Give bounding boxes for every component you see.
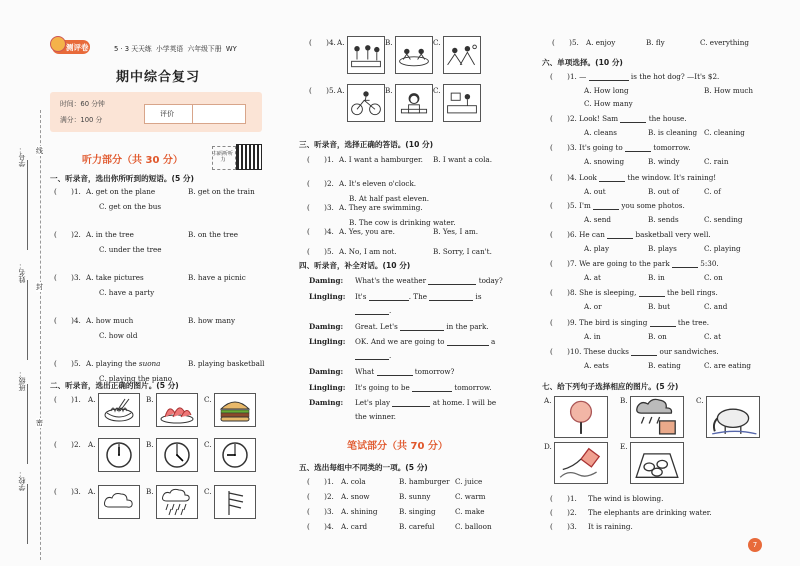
option-b: B. in — [648, 273, 665, 282]
section-6-title: 六、单项选择。(10 分) — [542, 58, 623, 67]
option-letter: A. — [88, 487, 96, 496]
question-number: ( )4. — [307, 522, 334, 531]
answer-blank — [355, 351, 389, 360]
question-number: ( )1. — [54, 395, 81, 404]
option-b: B. At half past eleven. — [349, 194, 430, 203]
option-letter: A. — [88, 440, 96, 449]
option-b: B. playing basketball — [188, 359, 265, 368]
grade-box-label: 评价 — [160, 110, 174, 118]
option-a: A. take pictures — [86, 273, 144, 282]
option-b: B. Sorry, I can't. — [433, 247, 492, 256]
section-4-title: 四、听录音，补全对话。(10 分) — [299, 261, 411, 270]
s2-row2-opt-a-image[interactable] — [98, 438, 140, 472]
s2-row1-opt-b-image[interactable] — [156, 393, 198, 427]
stem-text: ( )4. Look — [550, 173, 597, 182]
option-c: C. make — [455, 507, 485, 516]
question-number: ( )3. — [54, 273, 81, 282]
option-b: B. Yes, I am. — [433, 227, 478, 236]
option-b: B. sunny — [399, 492, 431, 501]
option-a: A. or — [584, 302, 602, 311]
question-number: ( )3. — [307, 507, 334, 516]
stem-text: 5:30. — [700, 259, 719, 268]
dialogue-line: . — [355, 351, 391, 360]
stem-text: ( )3. It's going to — [550, 143, 623, 152]
question-stem — [550, 259, 719, 268]
option-letter: C. — [204, 440, 212, 449]
speaker-label: Daming: — [309, 367, 344, 376]
dialogue-line — [355, 367, 454, 376]
dialogue-line — [355, 276, 503, 285]
dialogue-text: What — [355, 367, 375, 376]
option-a: A. snowing — [584, 157, 625, 166]
option-c: C. everything — [700, 38, 749, 47]
option-letter: B. — [146, 440, 154, 449]
option-a: A. out — [584, 187, 606, 196]
dialogue-text: a — [491, 337, 496, 346]
option-a: A. snow — [341, 492, 370, 501]
sentence-text: It is raining. — [588, 522, 633, 531]
italic-word: suona — [138, 359, 161, 368]
qr-caption: 扫码听听力 — [213, 151, 234, 163]
option-a: A. card — [341, 522, 368, 531]
option-b: B. The cow is drinking water. — [349, 218, 456, 227]
question-stem — [550, 347, 719, 356]
s2-row4-opt-a-image[interactable] — [347, 36, 385, 74]
option-b: B. singing — [399, 507, 436, 516]
option-b: B. is cleaning — [648, 128, 698, 137]
margin-dense-mark: 密 — [36, 419, 43, 427]
page-number: 7 — [748, 538, 762, 552]
section-5-title: 五、选出每组中不同类的一项。(5 分) — [299, 463, 428, 472]
question-number: ( )2. — [550, 508, 577, 517]
option-a: A. eats — [584, 361, 609, 370]
option-letter: C. — [696, 396, 704, 405]
question-number: ( )1. — [54, 187, 81, 196]
dialogue-text: . The — [408, 292, 427, 301]
speaker-label: Daming: — [309, 322, 344, 331]
answer-blank — [672, 259, 698, 268]
qr-code-icon — [236, 144, 262, 170]
option-a: A. send — [584, 215, 611, 224]
option-b: B. fly — [646, 38, 665, 47]
question-number: ( )4. — [307, 227, 334, 236]
dialogue-text: tomorrow. — [454, 383, 492, 392]
option-a: A. cola — [341, 477, 366, 486]
option-b: B. careful — [399, 522, 435, 531]
stem-text: ( )2. Look! Sam — [550, 114, 619, 123]
option-a: A. No, I am not. — [339, 247, 397, 256]
question-stem — [550, 173, 716, 182]
stem-text: the window. It's raining! — [627, 173, 717, 182]
stem-text: ( )6. He can — [550, 230, 605, 239]
question-stem — [550, 288, 718, 297]
s2-row4-opt-b-image[interactable] — [395, 36, 433, 74]
answer-blank — [377, 367, 413, 376]
option-c: C. rain — [704, 157, 729, 166]
stem-text: ( )1. — — [550, 72, 587, 81]
option-a: A. play — [584, 244, 610, 253]
dialogue-text: Let's play — [355, 398, 391, 407]
stem-text: ( )8. She is sleeping, — [550, 288, 637, 297]
writing-title: 笔试部分（共 70 分） — [347, 441, 448, 452]
time-label: 时间：60 分钟 — [60, 100, 105, 108]
s7-option-c-image[interactable] — [706, 396, 760, 438]
stem-text: basketball very well. — [635, 230, 711, 239]
answer-blank — [369, 292, 409, 301]
question-number: ( )5. — [54, 359, 81, 368]
question-number: ( )2. — [54, 440, 81, 449]
stem-text: our sandwiches. — [659, 347, 719, 356]
option-b: B. on — [648, 332, 667, 341]
option-c: C. playing the piano — [99, 374, 173, 383]
s2-row2-opt-c-image[interactable] — [214, 438, 256, 472]
speaker-label: Daming: — [309, 398, 344, 407]
question-number: ( )1. — [307, 477, 334, 486]
column-left — [46, 0, 271, 566]
answer-blank — [599, 173, 625, 182]
s2-row3-opt-c-image[interactable] — [214, 485, 256, 519]
s2-row5-opt-b-image[interactable] — [395, 84, 433, 122]
option-a: A. how much — [86, 316, 134, 325]
option-letter: A. — [337, 38, 345, 47]
dialogue-line — [355, 292, 482, 301]
option-c: C. under the tree — [99, 245, 162, 254]
dialogue-text: OK. And we are going to — [355, 337, 445, 346]
option-c: C. and — [704, 302, 728, 311]
s2-row5-opt-c-image[interactable] — [443, 84, 481, 122]
answer-blank — [607, 230, 633, 239]
option-a: A. playing the suona — [86, 359, 161, 368]
dialogue-text: Great. Let's — [355, 322, 398, 331]
option-letter: B. — [620, 396, 628, 405]
option-c: C. how old — [99, 331, 138, 340]
option-b: B. hamburger — [399, 477, 450, 486]
option-c: C. are eating — [704, 361, 752, 370]
option-letter: C. — [433, 86, 441, 95]
option-b: B. How much — [704, 86, 753, 95]
option-a: A. shining — [341, 507, 378, 516]
option-a: A. at — [584, 273, 601, 282]
sentence-text: The elephants are drinking water. — [588, 508, 712, 517]
answer-blank — [589, 72, 629, 81]
section-7-title: 七、给下列句子选择相应的图片。(5 分) — [542, 382, 679, 391]
option-b: B. I want a cola. — [433, 155, 493, 164]
speaker-label: Lingling: — [309, 292, 346, 301]
option-letter: B. — [146, 395, 154, 404]
option-c: C. sending — [704, 215, 743, 224]
option-c: C. playing — [704, 244, 741, 253]
question-stem — [550, 318, 709, 327]
stem-text: the bell rings. — [667, 288, 718, 297]
page-title: 期中综合复习 — [116, 70, 201, 85]
question-stem — [550, 114, 687, 123]
speaker-label: Lingling: — [309, 383, 346, 392]
stem-text: ( )10. These ducks — [550, 347, 629, 356]
option-b: B. windy — [648, 157, 680, 166]
margin-student-no: 学号： — [18, 146, 26, 167]
question-number: ( )3. — [307, 203, 334, 212]
margin-seal-mark: 封 — [36, 283, 43, 291]
question-number: ( )5. — [307, 247, 334, 256]
margin-name: 姓名： — [18, 262, 26, 283]
margin-class: 班级： — [18, 370, 26, 391]
stem-text: the tree. — [677, 318, 710, 327]
option-a: A. get on the plane — [86, 187, 156, 196]
listening-title: 听力部分（共 30 分） — [82, 155, 183, 166]
dialogue-line — [355, 337, 495, 346]
stem-text: the house. — [648, 114, 687, 123]
option-letter: A. — [88, 395, 96, 404]
s2-row3-opt-a-image[interactable] — [98, 485, 140, 519]
option-letter: E. — [620, 442, 628, 451]
stem-text: ( )9. The bird is singing — [550, 318, 648, 327]
stem-text: tomorrow. — [653, 143, 691, 152]
answer-blank — [625, 143, 651, 152]
option-a: A. Yes, you are. — [339, 227, 395, 236]
stem-text: you some photos. — [621, 201, 685, 210]
option-a: A. I want a hamburger. — [339, 155, 423, 164]
speaker-label: Daming: — [309, 276, 344, 285]
option-a: A. It's eleven o'clock. — [339, 179, 417, 188]
option-letter: D. — [544, 442, 552, 451]
answer-blank — [412, 383, 452, 392]
dialogue-text: at home. I will be — [432, 398, 497, 407]
answer-blank — [620, 114, 646, 123]
question-stem — [550, 201, 685, 210]
speaker-label: Lingling: — [309, 337, 346, 346]
answer-blank — [428, 276, 476, 285]
margin-school: 学校： — [18, 470, 26, 491]
column-right — [536, 0, 786, 566]
option-letter: B. — [385, 86, 393, 95]
section-2-title: 二、听录音，选出正确的图片。(5 分) — [50, 381, 179, 390]
question-number: ( )2. — [307, 492, 334, 501]
s2-row1-opt-c-image[interactable] — [214, 393, 256, 427]
option-b: B. eating — [648, 361, 681, 370]
option-c: C. balloon — [455, 522, 492, 531]
dialogue-text: It's going to be — [355, 383, 410, 392]
question-stem — [550, 72, 719, 81]
dialogue-text: It's — [355, 292, 367, 301]
option-b: B. have a picnic — [188, 273, 246, 282]
option-a: A. cleans — [584, 128, 617, 137]
header-meta: 5 · 3 天天练 小学英语 六年级下册 WY — [114, 45, 237, 53]
option-c: C. juice — [455, 477, 483, 486]
option-a: A. They are swimming. — [339, 203, 423, 212]
option-letter: C. — [204, 487, 212, 496]
dialogue-line — [355, 322, 489, 331]
header-badge-text: 测评卷 — [66, 43, 89, 52]
s2-row1-opt-a-image[interactable] — [98, 393, 140, 427]
option-letter: A. — [337, 86, 345, 95]
option-a: A. in the tree — [86, 230, 134, 239]
answer-blank — [447, 337, 489, 346]
option-c: C. cleaning — [704, 128, 745, 137]
question-number: ( )3. — [54, 487, 81, 496]
option-c: C. How many — [584, 99, 633, 108]
dialogue-text: tomorrow? — [414, 367, 455, 376]
option-b: B. on the tree — [188, 230, 238, 239]
section-1-title: 一、听录音，选出你所听到的短语。(5 分) — [50, 174, 194, 183]
score-label: 满分：100 分 — [60, 116, 103, 124]
question-number: ( )1. — [550, 494, 577, 503]
option-letter: C. — [204, 395, 212, 404]
s7-option-e-image[interactable] — [630, 442, 684, 484]
option-a: A. in — [584, 332, 601, 341]
option-a: A. enjoy — [586, 38, 616, 47]
dialogue-text: What's the weather — [355, 276, 427, 285]
option-letter: A. — [544, 396, 552, 405]
option-c: C. warm — [455, 492, 486, 501]
question-number: ( )4. — [309, 38, 336, 47]
option-b: B. sends — [648, 215, 679, 224]
answer-blank — [429, 292, 473, 301]
option-c: C. on — [704, 273, 723, 282]
s2-row4-opt-c-image[interactable] — [443, 36, 481, 74]
stem-text: ( )5. I'm — [550, 201, 591, 210]
option-letter: C. — [433, 38, 441, 47]
dialogue-line: . — [355, 306, 391, 315]
question-number: ( )1. — [307, 155, 334, 164]
option-b: B. out of — [648, 187, 679, 196]
option-b: B. but — [648, 302, 670, 311]
answer-blank — [593, 201, 619, 210]
s2-row5-opt-a-image[interactable] — [347, 84, 385, 122]
option-b: B. get on the train — [188, 187, 255, 196]
margin-line-mark: 线 — [36, 147, 43, 155]
question-number: ( )2. — [54, 230, 81, 239]
s2-row3-opt-b-image[interactable] — [156, 485, 198, 519]
answer-blank — [355, 306, 389, 315]
answer-blank — [631, 347, 657, 356]
dialogue-text: today? — [478, 276, 503, 285]
column-middle — [293, 0, 513, 566]
option-a: A. How long — [584, 86, 629, 95]
option-c: C. at — [704, 332, 721, 341]
answer-blank — [639, 288, 665, 297]
dialogue-line — [355, 412, 396, 421]
question-number: ( )5. — [309, 86, 336, 95]
option-b: B. how many — [188, 316, 236, 325]
s7-option-b-image[interactable] — [630, 396, 684, 438]
s2-row2-opt-b-image[interactable] — [156, 438, 198, 472]
answer-blank — [392, 398, 430, 407]
question-stem — [550, 230, 711, 239]
dialogue-line — [355, 398, 496, 407]
option-c: C. of — [704, 187, 721, 196]
dialogue-line — [355, 383, 492, 392]
s7-option-d-image[interactable] — [554, 442, 608, 484]
dialogue-text: in the park. — [446, 322, 489, 331]
question-number: ( )4. — [54, 316, 81, 325]
answer-blank — [650, 318, 676, 327]
option-c: C. get on the bus — [99, 202, 162, 211]
question-number: ( )5. — [552, 38, 579, 47]
option-b: B. plays — [648, 244, 677, 253]
stem-text: ( )7. We are going to the park — [550, 259, 670, 268]
stem-text: is the hot dog? —It's $2. — [630, 72, 720, 81]
option-c: C. have a party — [99, 288, 155, 297]
dialogue-text: is — [475, 292, 482, 301]
option-letter: B. — [146, 487, 154, 496]
s7-option-a-image[interactable] — [554, 396, 608, 438]
answer-blank — [400, 322, 444, 331]
dialogue-text: the winner. — [355, 412, 396, 421]
question-stem — [550, 143, 691, 152]
question-number: ( )2. — [307, 179, 334, 188]
option-letter: B. — [385, 38, 393, 47]
question-number: ( )3. — [550, 522, 577, 531]
sentence-text: The wind is blowing. — [588, 494, 664, 503]
section-3-title: 三、听录音，选择正确的答语。(10 分) — [299, 140, 434, 149]
